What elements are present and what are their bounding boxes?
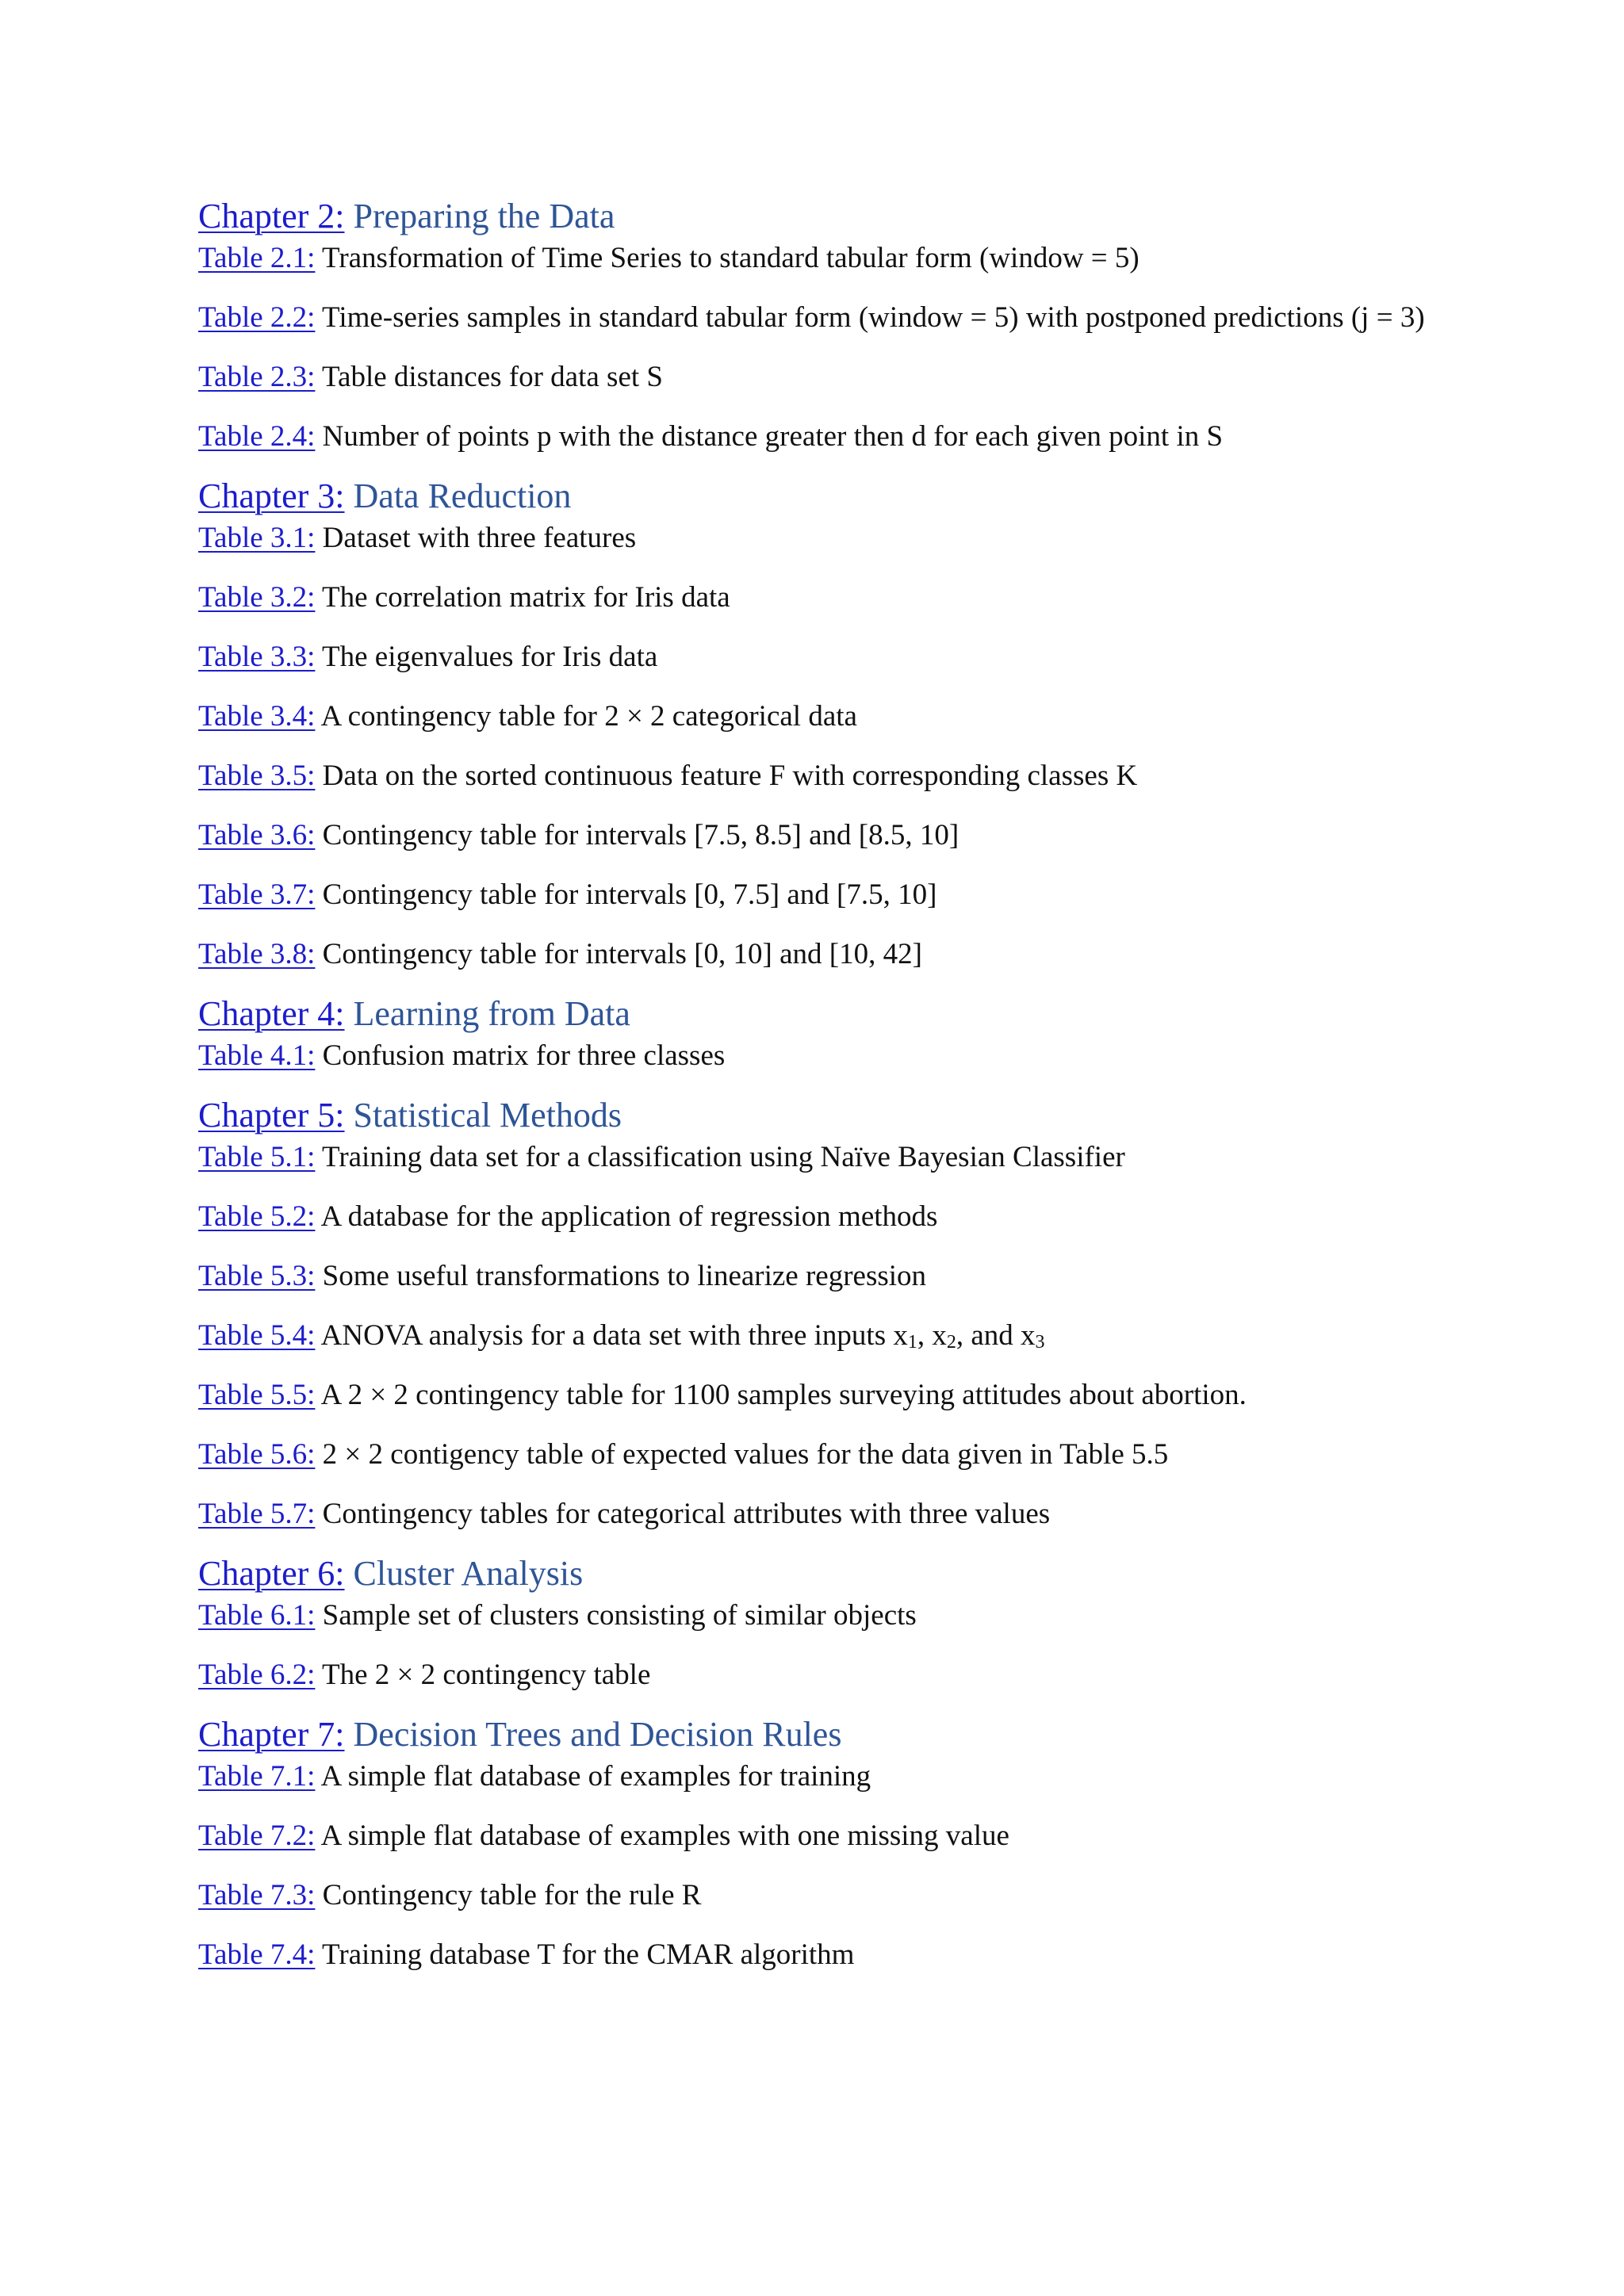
table-entry: [198, 1495, 1451, 1533]
table-link[interactable]: Table 3.8:: [198, 938, 316, 970]
chapter-link[interactable]: Chapter 4:: [198, 994, 345, 1033]
table-caption: The correlation matrix for Iris data: [322, 581, 730, 614]
chapter-link[interactable]: Chapter 5:: [198, 1096, 345, 1135]
chapter-title: Cluster Analysis: [353, 1554, 584, 1593]
table-entry: [198, 1817, 1451, 1855]
chapter-link[interactable]: Chapter 2:: [198, 197, 345, 235]
chapter-section: [198, 1551, 1451, 1694]
table-link[interactable]: Table 5.3:: [198, 1260, 316, 1292]
table-caption: Confusion matrix for three classes: [322, 1039, 726, 1072]
table-caption: Training data set for a classification using Naïve Bayesian Classifier: [322, 1141, 1125, 1173]
caption-part: , and x: [956, 1319, 1036, 1352]
table-entry: [198, 239, 1451, 277]
table-caption: Sample set of clusters consisting of similar objects: [322, 1599, 917, 1632]
table-link[interactable]: Table 5.4:: [198, 1319, 316, 1352]
chapter-heading: [198, 1551, 1451, 1597]
table-caption: A database for the application of regression methods: [320, 1200, 938, 1233]
table-caption: A simple flat database of examples with one missing value: [320, 1820, 1009, 1852]
table-link[interactable]: Table 2.2:: [198, 301, 316, 334]
table-entry: [198, 579, 1451, 617]
table-entry: [198, 757, 1451, 795]
table-link[interactable]: Table 4.1:: [198, 1039, 316, 1072]
chapter-link[interactable]: Chapter 3:: [198, 476, 345, 515]
chapter-heading: [198, 473, 1451, 519]
table-caption: Data on the sorted continuous feature F with corresponding classes K: [322, 760, 1138, 792]
caption-part: , x: [917, 1319, 947, 1352]
table-entry: [198, 1037, 1451, 1075]
table-link[interactable]: Table 3.1:: [198, 522, 316, 554]
table-entry: [198, 1376, 1451, 1414]
caption-part: ANOVA analysis for a data set with three inputs x: [320, 1319, 908, 1352]
table-link[interactable]: Table 3.3:: [198, 641, 316, 673]
table-caption: Training database T for the CMAR algorithm: [322, 1938, 855, 1971]
table-caption: The eigenvalues for Iris data: [322, 641, 658, 673]
table-entry: [198, 1257, 1451, 1295]
table-caption: Dataset with three features: [322, 522, 637, 554]
table-caption: A 2 × 2 contingency table for 1100 samples surveying attitudes about abortion.: [320, 1379, 1247, 1411]
table-entry: [198, 1936, 1451, 1974]
chapter-title: Preparing the Data: [353, 197, 615, 235]
table-entry: [198, 1436, 1451, 1474]
subscript: 1: [907, 1332, 917, 1353]
table-entry: [198, 1138, 1451, 1177]
chapter-title: Decision Trees and Decision Rules: [353, 1715, 842, 1754]
table-entry: [198, 876, 1451, 914]
table-link[interactable]: Table 2.3:: [198, 361, 316, 393]
chapter-section: [198, 991, 1451, 1075]
table-caption: A contingency table for 2 × 2 categorical data: [320, 700, 857, 733]
table-link[interactable]: Table 5.2:: [198, 1200, 316, 1233]
table-entry: [198, 1317, 1451, 1355]
table-caption: 2 × 2 contigency table of expected values for the data given in Table 5.5: [322, 1438, 1169, 1471]
table-link[interactable]: Table 3.4:: [198, 700, 316, 733]
table-entry: [198, 519, 1451, 557]
table-link[interactable]: Table 3.2:: [198, 581, 316, 614]
chapter-title: Data Reduction: [353, 476, 572, 515]
table-caption: Time-series samples in standard tabular form (window = 5) with postponed predictions (j = 3): [322, 301, 1425, 334]
table-link[interactable]: Table 5.7:: [198, 1498, 316, 1530]
table-caption: The 2 × 2 contingency table: [322, 1659, 651, 1691]
chapter-section: [198, 1093, 1451, 1533]
table-entry: [198, 936, 1451, 974]
chapter-link[interactable]: Chapter 6:: [198, 1554, 345, 1593]
chapter-section: [198, 1712, 1451, 1974]
chapter-title: Learning from Data: [353, 994, 630, 1033]
table-entry: [198, 358, 1451, 396]
table-link[interactable]: Table 7.1:: [198, 1760, 316, 1793]
table-entry: [198, 299, 1451, 337]
table-link[interactable]: Table 2.1:: [198, 242, 316, 274]
table-caption: Transformation of Time Series to standard tabular form (window = 5): [322, 242, 1139, 274]
table-link[interactable]: Table 2.4:: [198, 420, 316, 453]
chapter-section: [198, 473, 1451, 974]
table-caption: Contingency tables for categorical attributes with three values: [322, 1498, 1051, 1530]
table-link[interactable]: Table 7.2:: [198, 1820, 316, 1852]
table-link[interactable]: Table 3.6:: [198, 819, 316, 851]
list-of-tables: [198, 193, 1451, 1974]
table-entry: [198, 1198, 1451, 1236]
table-caption: Table distances for data set S: [322, 361, 663, 393]
table-caption: Contingency table for the rule R: [322, 1879, 702, 1911]
table-link[interactable]: Table 5.5:: [198, 1379, 316, 1411]
chapter-heading: [198, 193, 1451, 239]
table-caption: Contingency table for intervals [0, 7.5] and [7.5, 10]: [322, 878, 937, 911]
table-entry: [198, 698, 1451, 736]
chapter-heading: [198, 1712, 1451, 1758]
table-entry: [198, 1758, 1451, 1796]
chapter-link[interactable]: Chapter 7:: [198, 1715, 345, 1754]
table-link[interactable]: Table 7.4:: [198, 1938, 316, 1971]
table-caption: A simple flat database of examples for training: [320, 1760, 871, 1793]
chapter-heading: [198, 1093, 1451, 1138]
table-entry: [198, 638, 1451, 676]
chapter-heading: [198, 991, 1451, 1037]
subscript: 2: [946, 1332, 956, 1353]
table-entry: [198, 817, 1451, 855]
table-link[interactable]: Table 3.5:: [198, 760, 316, 792]
table-link[interactable]: Table 7.3:: [198, 1879, 316, 1911]
table-caption: [321, 1319, 1045, 1352]
subscript: 3: [1035, 1332, 1045, 1353]
table-link[interactable]: Table 6.1:: [198, 1599, 316, 1632]
table-entry: [198, 1597, 1451, 1635]
table-caption: Number of points p with the distance greater then d for each given point in S: [322, 420, 1224, 453]
table-link[interactable]: Table 3.7:: [198, 878, 316, 911]
chapter-title: Statistical Methods: [353, 1096, 622, 1135]
chapter-section: [198, 193, 1451, 456]
table-entry: [198, 418, 1451, 456]
table-caption: Contingency table for intervals [0, 10] and [10, 42]: [322, 938, 922, 970]
table-link[interactable]: Table 5.1:: [198, 1141, 316, 1173]
table-caption: Some useful transformations to linearize regression: [322, 1260, 927, 1292]
table-entry: [198, 1877, 1451, 1915]
table-entry: [198, 1656, 1451, 1694]
table-link[interactable]: Table 5.6:: [198, 1438, 316, 1471]
table-caption: Contingency table for intervals [7.5, 8.5] and [8.5, 10]: [322, 819, 959, 851]
table-link[interactable]: Table 6.2:: [198, 1659, 316, 1691]
